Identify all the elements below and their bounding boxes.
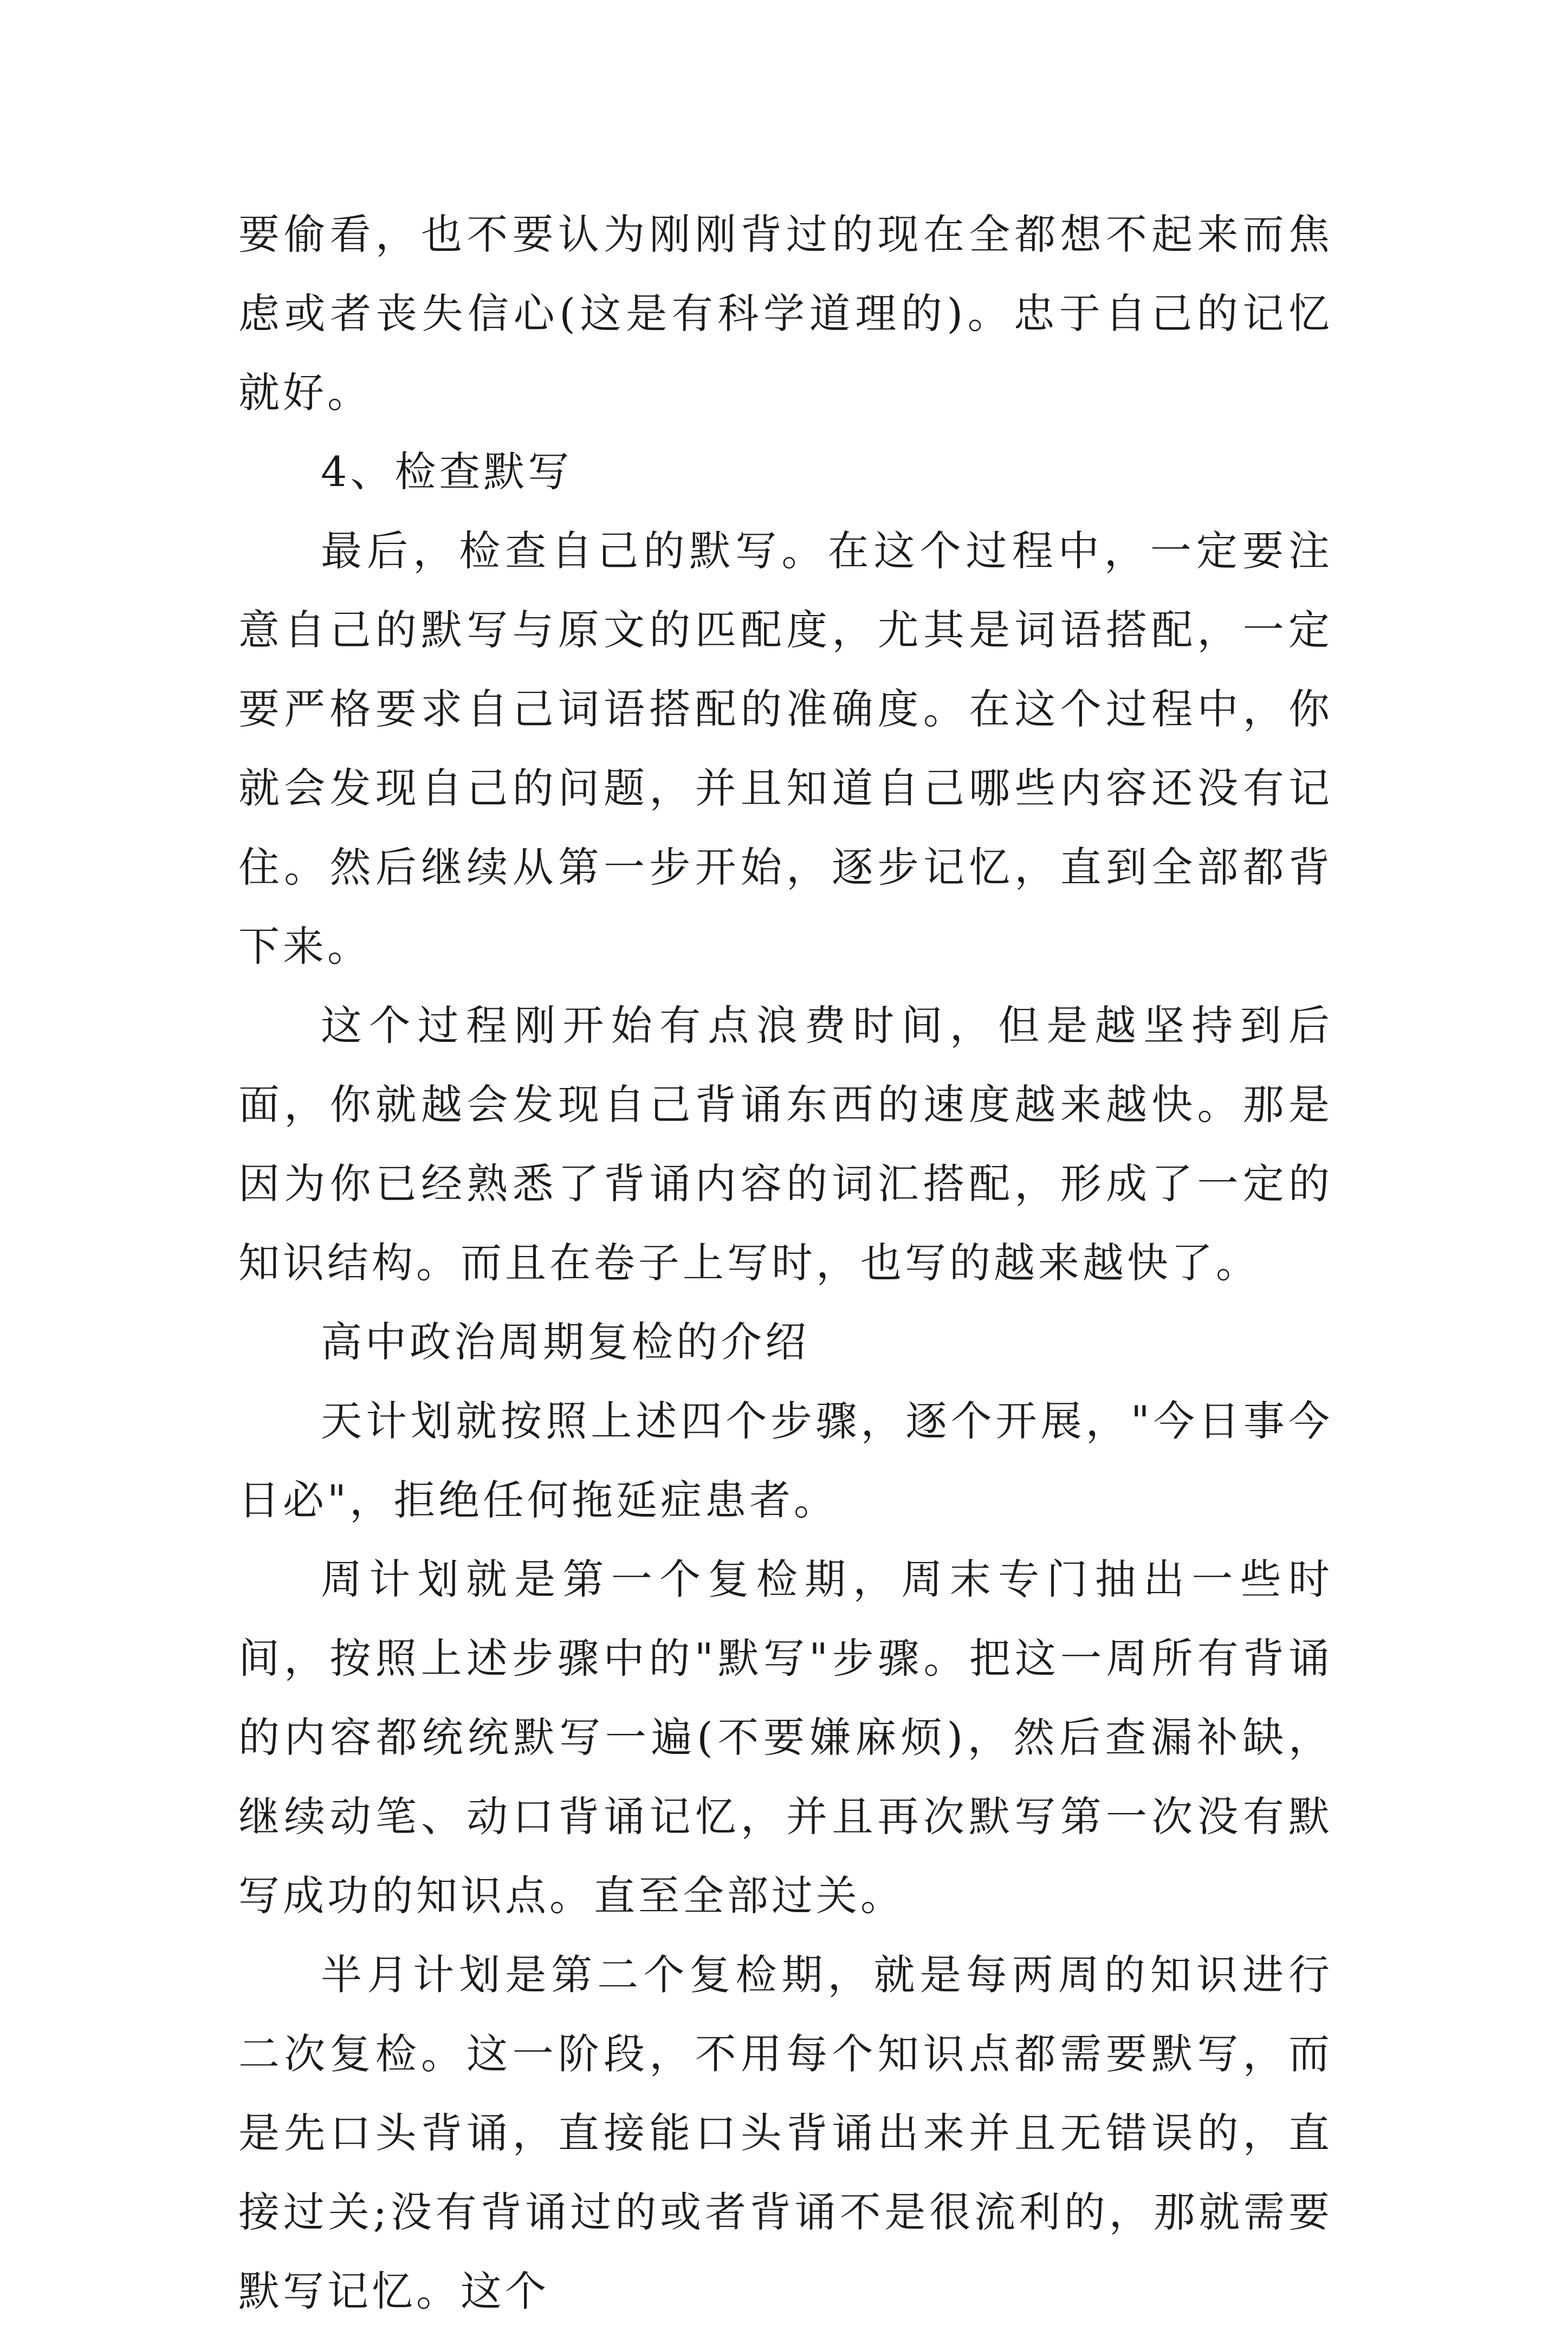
paragraph-8: 半月计划是第二个复检期，就是每两周的知识进行二次复检。这一阶段，不用每个知识点都需要默写，而是先口头背诵，直接能口头背诵出来并且无错误的，直接过关;没有背诵过的或者背诵不是很流利的，那就需要默写记忆。这个 xyxy=(238,1951,1333,2315)
paragraph-3: 最后，检查自己的默写。在这个过程中，一定要注意自己的默写与原文的匹配度，尤其是词语搭配，一定要严格要求自己词语搭配的准确度。在这个过程中，你就会发现自己的问题，并且知道自己哪些内容还没有记住。然后继续从第一步开始，逐步记忆，直到全部都背下来。 xyxy=(238,527,1333,970)
paragraph-1: 要偷看，也不要认为刚刚背过的现在全都想不起来而焦虑或者丧失信心(这是有科学道理的)。忠于自己的记忆就好。 xyxy=(238,210,1333,417)
paragraph-4: 这个过程刚开始有点浪费时间，但是越坚持到后面，你就越会发现自己背诵东西的速度越来越快。那是因为你已经熟悉了背诵内容的词汇搭配，形成了一定的知识结构。而且在卷子上写时，也写的越来越快了。 xyxy=(238,1001,1333,1287)
paragraph-7: 周计划就是第一个复检期，周末专门抽出一些时间，按照上述步骤中的"默写"步骤。把这一周所有背诵的内容都统统默写一遍(不要嫌麻烦)，然后查漏补缺，继续动笔、动口背诵记忆，并且再次默写第一次没有默写成功的知识点。直至全部过关。 xyxy=(238,1555,1333,1920)
section-heading-check-dictation: 4、检查默写 xyxy=(321,448,573,496)
document-body xyxy=(238,195,1333,2331)
paragraph-6: 天计划就按照上述四个步骤，逐个开展，"今日事今日必"，拒绝任何拖延症患者。 xyxy=(238,1397,1333,1524)
section-heading-periodic-review: 高中政治周期复检的介绍 xyxy=(321,1318,809,1366)
